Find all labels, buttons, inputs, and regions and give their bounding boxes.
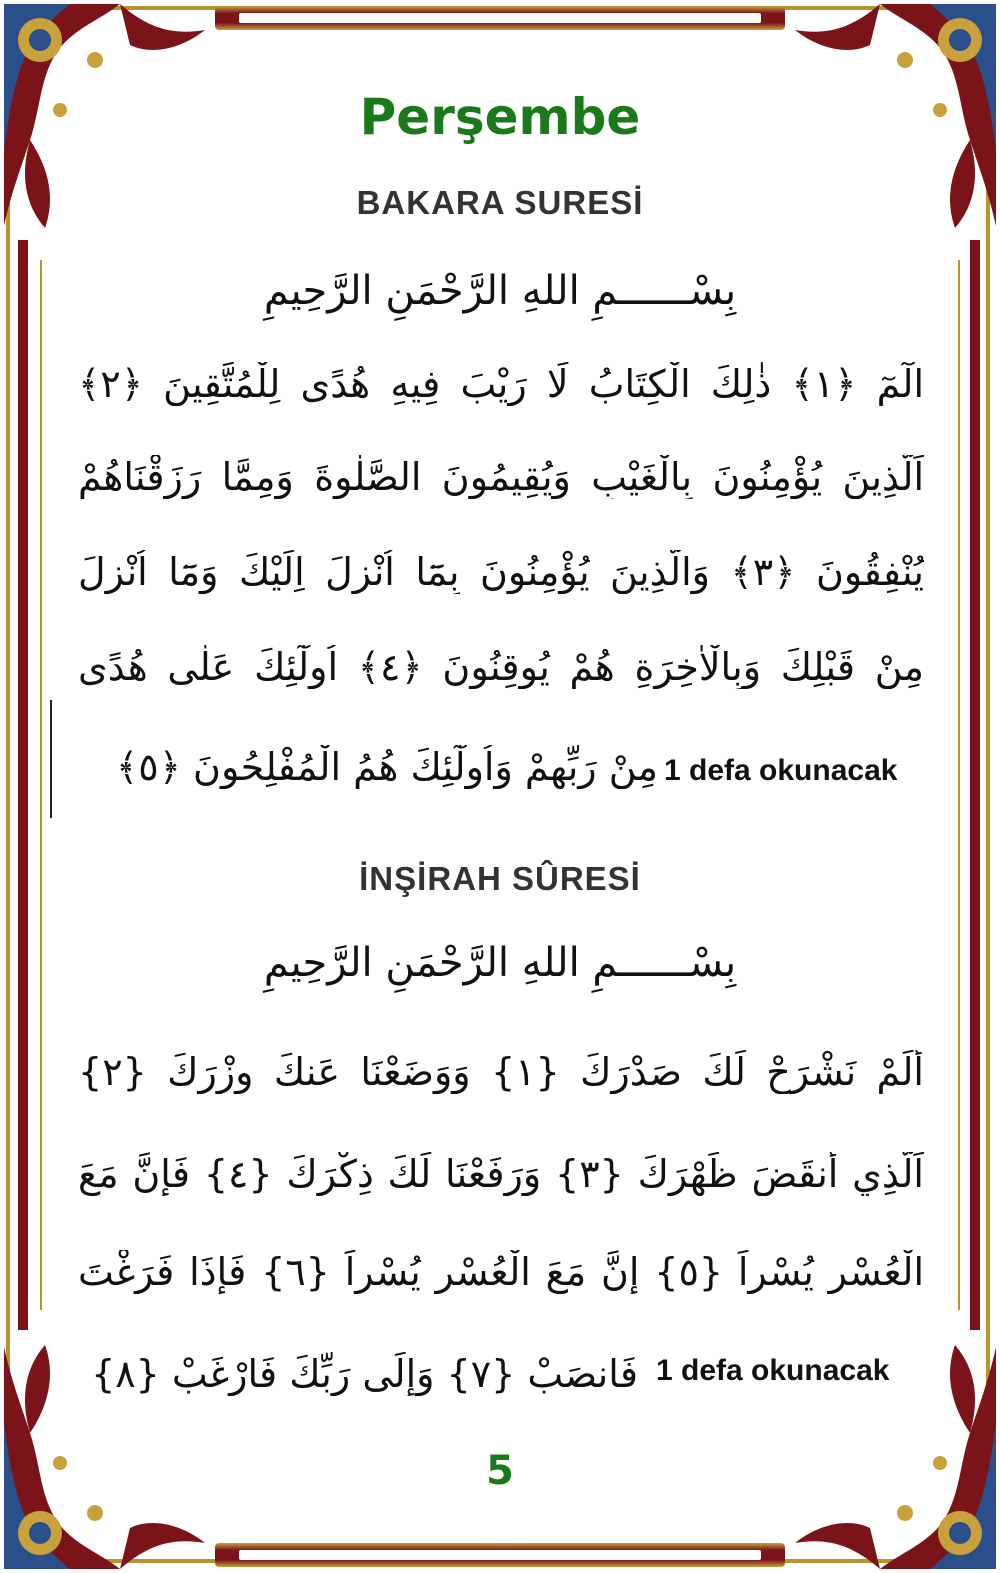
day-title: Perşembe	[359, 88, 641, 146]
verse-line: الٓمٓ ﴿١﴾ ذٰلِكَ الْكِتَابُ لَا رَيْبَ فِيهِ هُدًى لِلْمُتَّقِينَ ﴿٢﴾	[78, 362, 924, 406]
bottom-frame-bar	[215, 1543, 785, 1567]
recitation-note: 1 defa okunacak	[664, 754, 898, 787]
verse-line: اَلَّذِينَ يُؤْمِنُونَ بِالْغَيْبِ وَيُقِيمُونَ الصَّلٰوةَ وَمِمَّا رَزَقْنَاهُمْ	[78, 455, 924, 499]
sura-heading-bakara: BAKARA SURESİ	[356, 184, 644, 221]
verse-line: مِنْ رَبِّهِمْ وَاُولٰٓئِكَ هُمُ الْمُفْلِحُونَ ﴿٥﴾	[116, 745, 658, 789]
basmala-bakara: بِسْــــــمِ اللهِ الرَّحْمَنِ الرَّحِيمِ	[263, 268, 737, 314]
verse-line: فَانصَبْ {٧} وَإِلَى رَبِّكَ فَارْغَبْ {٨}	[91, 1352, 638, 1396]
basmala-insirah: بِسْــــــمِ اللهِ الرَّحْمَنِ الرَّحِيمِ	[263, 940, 737, 986]
verse-line: أَلَمْ نَشْرَحْ لَكَ صَدْرَكَ {١} وَوَضَعْنَا عَنكَ وِزْرَكَ {٢}	[78, 1050, 924, 1094]
verse-line: الْعُسْرِ يُسْراً {٥} إِنَّ مَعَ الْعُسْرِ يُسْراً {٦} فَإِذَا فَرَغْتَ	[78, 1250, 924, 1294]
page-number: 5	[486, 1448, 514, 1494]
verse-line: يُنْفِقُونَ ﴿٣﴾ وَالَّذِينَ يُؤْمِنُونَ بِمَٓا اُنْزِلَ اِلَيْكَ وَمَٓا اُنْزِلَ	[78, 550, 924, 594]
top-frame-bar	[215, 6, 785, 30]
verse-line: اَلَّذِي أَنقَضَ ظَهْرَكَ {٣} وَرَفَعْنَا لَكَ ذِكْرَكَ {٤} فَإِنَّ مَعَ	[78, 1152, 924, 1196]
recitation-note: 1 defa okunacak	[656, 1354, 890, 1387]
sura-heading-insirah: İNŞİRAH SÛRESİ	[359, 860, 641, 897]
verse-line: مِنْ قَبْلِكَ وَبِالْاٰخِرَةِ هُمْ يُوقِنُونَ ﴿٤﴾ اُولٰٓئِكَ عَلٰى هُدًى	[78, 645, 924, 689]
margin-rule	[50, 700, 52, 818]
